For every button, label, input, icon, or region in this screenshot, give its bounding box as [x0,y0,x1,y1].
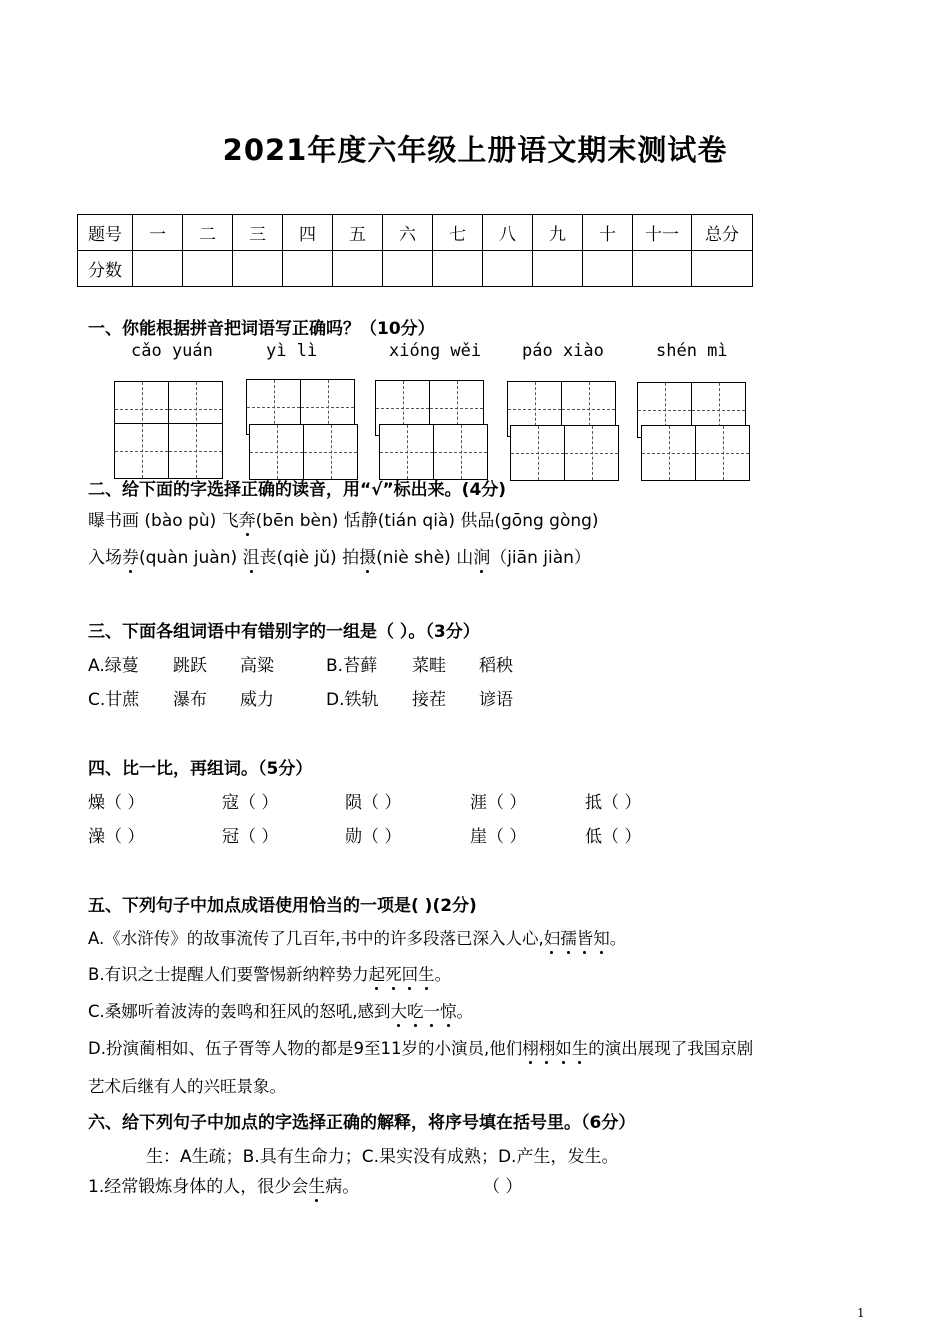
q3-option-a: A.绿蔓 [88,656,139,676]
item-text: 病。 [325,1177,360,1197]
dotted-char: 妇 [544,925,561,949]
pinyin-label: xióng wěi [389,341,482,361]
word-text: 书画 (bào pù) [105,511,217,531]
score-cell[interactable] [383,251,433,287]
table-cell: 九 [533,215,583,251]
dotted-idiom [522,1039,588,1058]
q3-option-a-word: 跳跃 [173,656,207,676]
score-cell[interactable] [283,251,333,287]
score-cell[interactable] [583,251,633,287]
q3-option-c-word: 威力 [240,690,274,710]
option-text: C.桑娜听着波涛的轰鸣和狂风的怒吼,感到 [88,1002,391,1021]
writing-grid[interactable] [249,424,358,480]
dotted-char: 孺 [560,925,577,949]
word-text: 丧(qiè jǔ) [259,548,337,568]
word-text: 供 [460,511,478,531]
option-text: A.《水浒传》的故事流传了几百年,书中的许多段落已深入人心, [88,929,544,948]
word-text: 曝 [88,511,105,531]
pinyin-label: shén mì [656,341,728,361]
compare-item: 低（ ） [585,827,642,847]
q3-option-a-word: 高粱 [240,656,274,676]
option-text: D.扮演蔺相如、伍子胥等人物的都是9至11岁的小演员,他们 [88,1039,523,1058]
score-cell[interactable] [133,251,183,287]
compare-item: 冠（ ） [222,827,279,847]
q5-option-d [88,1035,753,1059]
word-text: (niè shè) [376,548,451,568]
q6-heading: 六、给下列句子中加点的字选择正确的解释，将序号填在括号里。（6分） [88,1113,636,1133]
table-cell: 十 [583,215,633,251]
table-cell: 八 [483,215,533,251]
score-cell[interactable] [183,251,233,287]
dotted-char: 摄 [359,543,376,568]
writing-grid[interactable] [114,423,223,479]
score-cell[interactable] [433,251,483,287]
option-text: B.有识之士提醒人们要警惕新纳粹势力 [88,965,369,984]
table-cell: 六 [383,215,433,251]
table-cell: 二 [183,215,233,251]
word-text: 静(tián qià) [360,511,455,531]
compare-item: 崖（ ） [470,827,527,847]
dotted-char: 吃 [407,998,424,1022]
word-text: 入场 [88,548,122,568]
dotted-char: 死 [385,961,402,985]
score-cell[interactable] [533,251,583,287]
q5-option-b [88,961,451,985]
dotted-char: 沮 [243,543,260,568]
dotted-char: 起 [369,961,386,985]
q3-option-d-word: 接茬 [412,690,446,710]
compare-item: 抵（ ） [585,793,642,813]
dotted-char: 栩 [522,1035,539,1059]
word-text: （jiān jiàn） [490,548,591,568]
q4-heading: 四、比一比，再组词。（5分） [88,759,313,779]
pinyin-label: cǎo yuán [131,341,213,361]
q3-option-d-word: 谚语 [479,690,513,710]
score-table [77,214,753,287]
word-text: 山 [456,548,474,568]
page-number: 1 [857,1306,865,1320]
q3-option-c: C.甘蔗 [88,690,140,710]
writing-grid[interactable] [379,424,488,480]
table-cell: 七 [433,215,483,251]
compare-item: 陨（ ） [345,793,402,813]
q3-heading: 三、下面各组词语中有错别字的一组是（ ）。（3分） [88,622,480,642]
word-text: (quàn juàn) [139,548,238,568]
word-text: 拍 [342,548,360,568]
dotted-char: 知 [593,925,610,949]
score-cell[interactable] [233,251,283,287]
table-cell: 分数 [78,251,133,287]
q6-options: 生：A生疏；B.具有生命力；C.果实没有成熟；D.产生，发生。 [146,1147,619,1167]
q2-heading: 二、给下面的字选择正确的读音，用“√”标出来。(4分) [88,480,507,500]
dotted-char: 生 [418,961,435,985]
answer-blank[interactable]: （ ） [483,1177,523,1197]
dotted-char: 回 [402,961,419,985]
q5-option-d-line2: 艺术后继有人的兴旺景象。 [88,1077,286,1096]
table-row [78,215,753,251]
dotted-char: 如 [555,1035,572,1059]
writing-grid[interactable] [641,425,750,481]
word-text: 品(gōng gòng) [477,511,599,531]
q2-line-2 [88,543,591,568]
pinyin-label: yì lì [266,341,318,361]
dotted-char: 栩 [539,1035,556,1059]
dotted-char: 券 [122,543,139,568]
q5-option-a [88,925,626,949]
pinyin-label: páo xiào [522,341,604,361]
page-title: 2021年度六年级上册语文期末测试卷 [222,133,728,167]
table-cell: 总分 [692,215,753,251]
dotted-char: 大 [391,998,408,1022]
score-cell[interactable] [692,251,753,287]
word-text: (bēn bèn) [255,511,339,531]
q3-option-c-word: 瀑布 [173,690,207,710]
table-cell: 三 [233,215,283,251]
option-text: 。 [609,929,627,948]
table-cell: 题号 [78,215,133,251]
option-text: 的演出展现了我国京剧 [588,1039,754,1058]
table-cell: 一 [133,215,183,251]
compare-item: 澡（ ） [88,827,145,847]
score-cell[interactable] [483,251,533,287]
compare-item: 寇（ ） [222,793,279,813]
q5-option-c [88,998,473,1022]
score-cell[interactable] [633,251,692,287]
score-cell[interactable] [333,251,383,287]
option-text: 。 [456,1002,474,1021]
table-cell: 五 [333,215,383,251]
word-text: 恬 [343,511,361,531]
q5-heading: 五、下列句子中加点成语使用恰当的一项是( )(2分) [88,896,477,916]
dotted-char: 生 [308,1172,325,1197]
table-cell: 十一 [633,215,692,251]
q6-item-1 [88,1172,359,1197]
compare-item: 勋（ ） [345,827,402,847]
compare-item: 燥（ ） [88,793,145,813]
q1-heading: 一、你能根据拼音把词语写正确吗？（10分） [88,319,435,339]
word-text: 飞 [221,511,239,531]
q3-option-d: D.铁轨 [326,690,379,710]
dotted-char: 生 [572,1035,589,1059]
item-text: 1.经常锻炼身体的人，很少会 [88,1177,309,1197]
q3-option-b-word: 稻秧 [479,656,513,676]
dotted-char: 皆 [577,925,594,949]
q3-option-b-word: 菜畦 [412,656,446,676]
dotted-char: 惊 [440,998,457,1022]
dotted-char: 奔 [239,506,256,531]
q2-line-1 [88,506,599,531]
compare-item: 涯（ ） [470,793,527,813]
q3-option-b: B.苔藓 [326,656,378,676]
dotted-idiom [544,929,610,948]
table-cell: 四 [283,215,333,251]
writing-grid[interactable] [510,425,619,481]
option-text: 。 [434,965,452,984]
dotted-char: 涧 [473,543,490,568]
dotted-char: 一 [424,998,441,1022]
dotted-idiom [369,965,435,984]
dotted-idiom [391,1002,457,1021]
table-row [78,251,753,287]
